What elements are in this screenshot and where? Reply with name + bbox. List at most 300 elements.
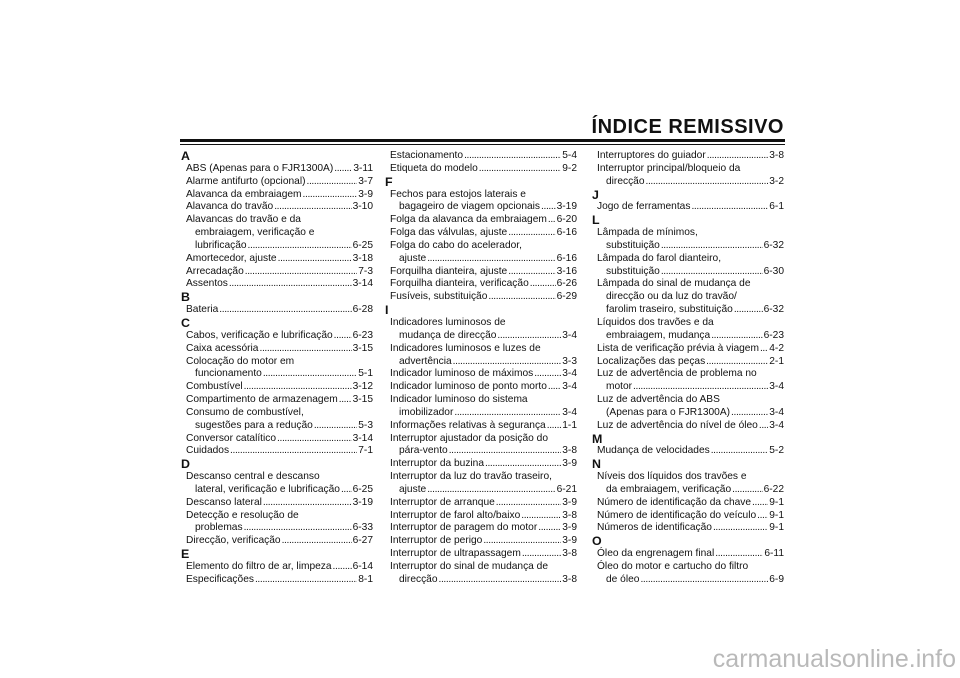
index-entry — [385, 561, 577, 587]
index-entry — [385, 150, 577, 163]
dot-leader — [303, 189, 358, 202]
index-entry-text: Interruptor do sinal de mudança de — [390, 561, 549, 572]
dot-leader — [707, 150, 769, 163]
index-entry-text: Indicadores luminosos de — [390, 316, 506, 328]
index-entry-line — [385, 227, 577, 240]
index-entry — [385, 163, 577, 176]
index-entry-text: Elemento do filtro de ar, limpeza — [186, 561, 332, 572]
index-entry-line — [181, 433, 373, 446]
dot-leader — [334, 163, 352, 176]
index-entry-text: Alarme antifurto (opcional) — [186, 175, 306, 187]
index-entry-text: Interruptor de perigo — [390, 535, 483, 547]
index-entry-text: embraiagem, verificação e — [195, 227, 315, 239]
index-entry-text: funcionamento — [195, 368, 262, 380]
index-entry-text: problemas — [195, 522, 243, 534]
index-entry — [181, 510, 373, 536]
index-column-2 — [385, 150, 577, 587]
index-entry-line — [385, 510, 577, 523]
index-page-number: 6-29 — [556, 291, 577, 303]
index-entry-text: motor — [606, 381, 633, 393]
index-entry-text: lubrificação — [195, 239, 247, 251]
dot-leader — [339, 394, 352, 407]
index-page-number: 9-1 — [769, 509, 784, 521]
index-entry-line — [181, 304, 373, 317]
index-entry — [385, 343, 577, 369]
index-column-3 — [592, 150, 784, 587]
index-entry-text: direcção ou da luz do travão/ — [606, 291, 737, 303]
index-entry — [181, 201, 373, 214]
index-page-number: 3-8 — [562, 445, 577, 457]
index-page-number: 6-28 — [352, 304, 373, 316]
index-entry-text: farolim traseiro, substituição — [606, 304, 733, 316]
index-page-number: 3-14 — [352, 278, 373, 290]
index-entry-line — [592, 343, 784, 356]
dot-leader — [752, 497, 768, 510]
index-entry-line — [592, 227, 784, 240]
index-page-number: 7-1 — [358, 445, 373, 457]
dot-leader — [453, 356, 562, 369]
index-entry — [181, 471, 373, 497]
index-entry-line — [385, 381, 577, 394]
index-entry-line — [385, 266, 577, 279]
index-entry — [592, 471, 784, 497]
index-entry-line — [385, 497, 577, 510]
index-page-number: 3-8 — [562, 509, 577, 521]
index-entry — [385, 240, 577, 266]
index-letter-heading: C — [181, 315, 190, 330]
dot-leader — [274, 201, 351, 214]
title-rule-thick — [180, 139, 785, 142]
index-entry-text: Líquidos dos travões e da — [597, 316, 714, 328]
dot-leader — [731, 407, 768, 420]
index-entry — [385, 522, 577, 535]
index-entry-line — [592, 330, 784, 343]
index-entry-line — [385, 240, 577, 253]
dot-leader — [244, 522, 352, 535]
index-entry — [181, 278, 373, 291]
index-page-number: 3-4 — [769, 381, 784, 393]
index-entry — [181, 189, 373, 202]
index-entry-text: Descanso lateral — [186, 496, 262, 508]
index-entry-line — [385, 548, 577, 561]
index-entry-text: Interruptor de paragem do motor — [390, 522, 538, 534]
index-page-number: 3-11 — [353, 162, 373, 174]
index-page-number: 3-2 — [769, 175, 784, 187]
dot-leader — [306, 176, 357, 189]
index-page-number: 5-1 — [358, 368, 373, 380]
index-entry — [181, 163, 373, 176]
index-entry — [385, 266, 577, 279]
index-page-number: 6-21 — [556, 483, 577, 495]
index-entry-text: Consumo de combustível, — [186, 406, 304, 418]
index-entry-text: ABS (Apenas para o FJR1300A) — [186, 162, 334, 174]
index-entry — [592, 150, 784, 163]
index-entry-line — [385, 343, 577, 356]
dot-leader — [427, 253, 555, 266]
dot-leader — [541, 201, 556, 214]
index-entry — [385, 535, 577, 548]
index-entry-line — [592, 240, 784, 253]
index-page-number: 9-1 — [769, 496, 784, 508]
dot-leader — [464, 150, 561, 163]
index-entry-text: Assentos — [186, 278, 228, 290]
index-page-number: 6-20 — [556, 214, 577, 226]
index-entry-text: Bateria — [186, 304, 219, 316]
index-entry — [592, 445, 784, 458]
page-title: ÍNDICE REMISSIVO — [591, 116, 784, 138]
index-page-number: 6-26 — [556, 278, 577, 290]
index-entry-line — [181, 522, 373, 535]
index-entry-line — [181, 343, 373, 356]
index-entry-text: Alavanca do travão — [186, 201, 274, 213]
index-entry-text: Cabos, verificação e lubrificação — [186, 329, 333, 341]
index-entry-line — [592, 471, 784, 484]
index-entry-line — [385, 278, 577, 291]
dot-leader — [244, 381, 352, 394]
dot-leader — [508, 266, 555, 279]
index-page-number: 6-30 — [763, 265, 784, 277]
index-entry — [385, 317, 577, 343]
index-entry-line — [592, 304, 784, 317]
index-entry-text: da embraiagem, verificação — [606, 483, 732, 495]
index-entry-line — [592, 484, 784, 497]
dot-leader — [633, 381, 768, 394]
index-entry-text: Etiqueta do modelo — [390, 162, 478, 174]
index-entry — [181, 394, 373, 407]
index-entry-line — [385, 420, 577, 433]
dot-leader — [314, 420, 357, 433]
index-entry-text: Alavanca da embraiagem — [186, 188, 302, 200]
index-page-number: 9-2 — [562, 162, 577, 174]
index-entry-line — [385, 433, 577, 446]
dot-leader — [496, 497, 561, 510]
dot-leader — [646, 176, 769, 189]
index-page-number: 6-22 — [763, 483, 784, 495]
index-letter-heading: L — [592, 213, 600, 228]
index-entry-text: direcção — [606, 175, 645, 187]
dot-leader — [711, 330, 762, 343]
index-entry-line — [181, 394, 373, 407]
index-page-number: 5-3 — [358, 419, 373, 431]
index-entry-text: Descanso central e descanso — [186, 471, 320, 483]
index-entry-line — [592, 445, 784, 458]
index-entry-line — [592, 407, 784, 420]
index-entry-line — [385, 214, 577, 227]
index-page-number: 3-12 — [352, 381, 373, 393]
index-entry — [385, 394, 577, 420]
index-entry-text: pára-vento — [399, 445, 448, 457]
index-page-number: 6-33 — [352, 522, 373, 534]
dot-leader — [548, 381, 561, 394]
index-page-number: 3-4 — [769, 406, 784, 418]
index-page-number: 3-19 — [556, 201, 577, 213]
index-entry-text: imobilizador — [399, 406, 454, 418]
index-entry-text: Folga da alavanca da embraiagem — [390, 214, 547, 226]
index-entry — [181, 535, 373, 548]
index-page-number: 3-14 — [352, 432, 373, 444]
index-page-number: 6-16 — [556, 227, 577, 239]
dot-leader — [439, 574, 562, 587]
dot-leader — [263, 497, 352, 510]
index-page-number: 6-11 — [764, 548, 784, 560]
index-entry-line — [181, 356, 373, 369]
index-entry — [592, 368, 784, 394]
index-entry — [385, 189, 577, 215]
index-entry-line — [592, 574, 784, 587]
index-entry-line — [385, 471, 577, 484]
index-page-number: 3-8 — [562, 548, 577, 560]
dot-leader — [548, 214, 556, 227]
index-entry-line — [592, 381, 784, 394]
index-letter-heading: O — [592, 534, 602, 549]
index-entry — [385, 548, 577, 561]
index-entry-line — [592, 548, 784, 561]
index-entry — [592, 561, 784, 587]
index-entry — [181, 433, 373, 446]
index-entry-text: Luz de advertência do nível de óleo — [597, 419, 758, 431]
index-entry-text: Caixa acessória — [186, 342, 259, 354]
index-entry-line — [592, 253, 784, 266]
index-entry-text: Interruptor da luz do travão traseiro, — [390, 471, 552, 483]
index-entry-text: (Apenas para o FJR1300A) — [606, 406, 731, 418]
dot-leader — [485, 458, 561, 471]
index-entry-line — [592, 291, 784, 304]
index-page-number: 3-4 — [562, 406, 577, 418]
index-entry-line — [385, 317, 577, 330]
index-entry — [592, 317, 784, 343]
index-page-number: 7-3 — [358, 265, 373, 277]
index-entry-text: de óleo — [606, 573, 640, 585]
index-entry-line — [592, 356, 784, 369]
index-entry-line — [181, 574, 373, 587]
index-entry-text: Compartimento de armazenagem — [186, 394, 338, 406]
index-entry — [592, 497, 784, 510]
index-entry-line — [592, 522, 784, 535]
index-entry-text: Folga do cabo do acelerador, — [390, 239, 522, 251]
index-entry — [592, 343, 784, 356]
index-entry-text: Interruptor de ultrapassagem — [390, 548, 521, 560]
index-page-number: 6-23 — [763, 329, 784, 341]
index-entry — [592, 510, 784, 523]
index-entry — [592, 201, 784, 214]
index-page-number: 3-4 — [769, 419, 784, 431]
index-entry-line — [385, 189, 577, 202]
index-entry-line — [592, 420, 784, 433]
index-entry-line — [385, 394, 577, 407]
index-entry-line — [181, 407, 373, 420]
index-entry — [181, 574, 373, 587]
dot-leader — [661, 240, 763, 253]
index-entry-text: Colocação do motor em — [186, 355, 295, 367]
index-entry-text: Número de identificação da chave — [597, 496, 752, 508]
index-entry-line — [385, 484, 577, 497]
index-letter-heading: J — [592, 187, 599, 202]
index-page-number: 3-18 — [352, 252, 373, 264]
index-page-number: 3-10 — [352, 201, 373, 213]
index-entry — [592, 227, 784, 253]
index-entry — [592, 163, 784, 189]
dot-leader — [282, 535, 352, 548]
dot-leader — [488, 291, 555, 304]
dot-leader — [760, 343, 768, 356]
dot-leader — [522, 548, 561, 561]
index-entry — [592, 278, 784, 317]
index-entry — [181, 253, 373, 266]
index-entry-text: Amortecedor, ajuste — [186, 252, 277, 264]
dot-leader — [229, 278, 352, 291]
index-entry-text: Luz de advertência de problema no — [597, 368, 757, 380]
dot-leader — [711, 445, 769, 458]
index-entry-line — [181, 381, 373, 394]
index-entry — [181, 381, 373, 394]
index-letter-heading: A — [181, 149, 190, 163]
index-page-number: 6-32 — [763, 239, 784, 251]
index-entry-text: Direcção, verificação — [186, 535, 281, 547]
index-entry-line — [385, 445, 577, 458]
index-entry — [385, 381, 577, 394]
index-entry-line — [181, 445, 373, 458]
index-letter-heading: N — [592, 457, 601, 472]
index-entry-line — [592, 150, 784, 163]
dot-leader — [245, 266, 358, 279]
index-entry-text: Fusíveis, substituição — [390, 291, 488, 303]
index-entry-line — [385, 163, 577, 176]
index-entry — [592, 253, 784, 279]
title-rule-thin — [180, 144, 785, 145]
index-page-number: 3-15 — [352, 342, 373, 354]
index-entry — [181, 330, 373, 343]
index-entry-text: direcção — [399, 573, 438, 585]
dot-leader — [691, 201, 768, 214]
index-entry-text: Lâmpada do farol dianteiro, — [597, 252, 722, 264]
index-entry — [592, 548, 784, 561]
index-entry-text: Detecção e resolução de — [186, 509, 299, 521]
index-entry-line — [181, 484, 373, 497]
index-entry-line — [181, 561, 373, 574]
index-entry — [181, 304, 373, 317]
dot-leader — [248, 240, 352, 253]
index-entry-text: Lâmpada de mínimos, — [597, 227, 698, 239]
index-entry-line — [592, 176, 784, 189]
dot-leader — [538, 522, 561, 535]
index-entry-text: mudança de direcção — [399, 329, 497, 341]
index-entry-text: advertência — [399, 355, 452, 367]
index-column-1 — [181, 150, 373, 587]
index-entry-line — [592, 278, 784, 291]
index-letter-heading: E — [181, 547, 190, 562]
index-page-number: 3-3 — [562, 355, 577, 367]
index-entry-text: Interruptor principal/bloqueio da — [597, 162, 741, 174]
index-entry-text: Indicadores luminosos e luzes de — [390, 342, 541, 354]
index-entry-text: bagageiro de viagem opcionais — [399, 201, 541, 213]
dot-leader — [497, 330, 561, 343]
index-entry-line — [181, 240, 373, 253]
index-page-number: 3-4 — [562, 381, 577, 393]
index-entry-text: embraiagem, mudança — [606, 329, 711, 341]
index-entry-line — [181, 535, 373, 548]
index-page-number: 6-32 — [763, 304, 784, 316]
index-entry-text: lateral, verificação e lubrificação — [195, 483, 340, 495]
dot-leader — [479, 163, 561, 176]
index-entry-line — [385, 522, 577, 535]
index-page-number: 3-9 — [562, 458, 577, 470]
index-entry-line — [385, 574, 577, 587]
index-entry-text: Jogo de ferramentas — [597, 201, 691, 213]
index-entry-line — [592, 368, 784, 381]
index-page-number: 1-1 — [562, 419, 577, 431]
dot-leader — [278, 253, 352, 266]
index-entry-text: ajuste — [399, 252, 427, 264]
index-entry-text: Forquilha dianteira, verificação — [390, 278, 529, 290]
dot-leader — [263, 368, 357, 381]
index-page-number: 3-8 — [562, 573, 577, 585]
index-entry-text: ajuste — [399, 483, 427, 495]
index-entry — [385, 471, 577, 497]
index-entry-line — [592, 163, 784, 176]
index-entry-text: Cuidados — [186, 445, 230, 457]
dot-leader — [341, 484, 352, 497]
index-entry-line — [385, 407, 577, 420]
index-letter-heading: I — [385, 303, 389, 318]
index-entry — [181, 497, 373, 510]
dot-leader — [757, 510, 768, 523]
index-entry-text: Óleo da engrenagem final — [597, 548, 715, 560]
index-entry — [181, 356, 373, 382]
index-entry-text: Interruptor ajustador da posição do — [390, 432, 549, 444]
index-entry-line — [181, 278, 373, 291]
index-entry-line — [592, 394, 784, 407]
dot-leader — [427, 484, 555, 497]
index-entry-line — [385, 368, 577, 381]
index-page-number: 9-1 — [769, 522, 784, 534]
index-letter-heading: F — [385, 174, 393, 189]
index-entry-line — [181, 330, 373, 343]
index-page-number: 6-27 — [352, 535, 373, 547]
index-entry — [385, 278, 577, 291]
index-entry-text: Indicador luminoso do sistema — [390, 394, 528, 406]
index-page-number: 3-9 — [562, 496, 577, 508]
index-page-number: 6-23 — [352, 329, 373, 341]
index-entry-text: Lâmpada do sinal de mudança de — [597, 278, 751, 290]
index-page-number: 5-4 — [562, 150, 577, 161]
index-entry-line — [592, 510, 784, 523]
index-entry — [385, 433, 577, 459]
index-entry-line — [385, 458, 577, 471]
index-entry-text: Interruptor de arranque — [390, 496, 495, 508]
index-page-number: 6-25 — [352, 239, 373, 251]
index-entry-text: substituição — [606, 239, 660, 251]
index-page-number: 3-9 — [562, 522, 577, 534]
index-entry-line — [181, 497, 373, 510]
index-entry-line — [181, 176, 373, 189]
index-entry — [592, 420, 784, 433]
dot-leader — [661, 266, 763, 279]
index-entry — [385, 227, 577, 240]
index-entry-line — [592, 317, 784, 330]
index-entry — [385, 291, 577, 304]
index-page-number: 3-16 — [556, 265, 577, 277]
index-entry-line — [385, 150, 577, 163]
dot-leader — [219, 304, 351, 317]
index-page-number: 8-1 — [358, 573, 373, 585]
index-entry-text: Interruptores do guiador — [597, 150, 706, 161]
index-page-number: 5-2 — [769, 445, 784, 457]
dot-leader — [255, 574, 357, 587]
index-entry — [592, 522, 784, 535]
index-page-number: 3-9 — [562, 535, 577, 547]
dot-leader — [734, 304, 763, 317]
index-entry-text: Lista de verificação prévia à viagem — [597, 342, 759, 354]
